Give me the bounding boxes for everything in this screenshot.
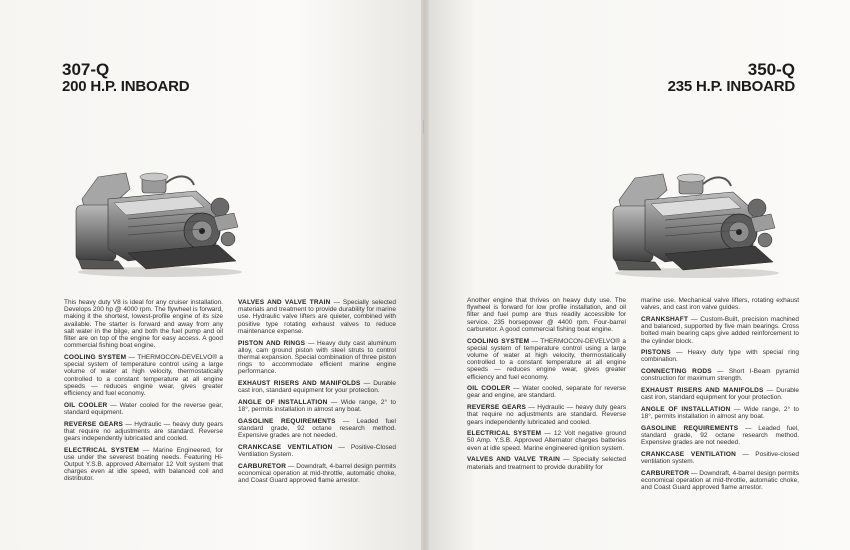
spec-heading: CARBURETOR [238, 462, 287, 470]
spec-paragraph: CARBURETOR — Downdraft, 4-barrel design permits economical operation at mid-throttle, automatic choke, and Coast Guard approved flame arrestor. [641, 469, 799, 492]
spec-paragraph: PISTONS — Heavy duty type with special ring combination. [641, 349, 799, 364]
spec-text: Specially selected materials and treatment to provide durability for [467, 456, 626, 471]
spec-text: 12 Volt negative ground 50 Amp. Y.S.B. Approved Alternator charges batteries even at idle speed. Marine engineered ignition system. [467, 430, 626, 452]
spec-heading: OIL COOLER [467, 385, 511, 393]
right-text-column-1 [467, 297, 626, 475]
page-gutter [421, 0, 429, 550]
spec-heading: PISTONS [641, 349, 671, 357]
engine-photo-307q [68, 169, 246, 279]
spec-text: Wide range, 2° to 18°, permits installation in almost any boat. [641, 405, 799, 421]
spec-paragraph: ELECTRICAL SYSTEM — Marine Engineered, for use under the severest boating needs. Featuring Hi-Output Y.S.B. approved Alternator 12 Volt system that charges even at idle speed, with balanced coil and distributor. [64, 446, 223, 483]
spec-heading: REVERSE GEARS [467, 404, 527, 412]
spec-text: Water cooled, separate for reverse gear and engine, are standard. [467, 385, 626, 400]
spec-heading: REVERSE GEARS [64, 420, 124, 428]
left-text-column-2 [238, 299, 396, 489]
spec-paragraph: GASOLINE REQUIREMENTS — Leaded fuel standard grade, 92 octane research method. Expensive grades are not needed. [238, 417, 396, 440]
spec-heading: CRANKCASE VENTILATION [641, 450, 736, 458]
spec-heading: CRANKCASE VENTILATION [238, 443, 333, 451]
spec-text: Heavy duty cast aluminum alloy, cam ground piston with steel struts to control thermal expansion. Special combination of three piston rings to accommodate efficient marine engine performance. [238, 339, 396, 376]
spec-text: Marine Engineered, for use under the severest boating needs. Featuring Hi-Output Y.S.B. approved Alternator 12 Volt system that charges even at idle speed, with balanced coil and distributor. [64, 446, 223, 483]
engine-photo-350q [605, 170, 783, 280]
spec-paragraph: GASOLINE REQUIREMENTS — Leaded fuel, standard grade, 92 octane research method. Expensive grades are not needed. [641, 424, 799, 447]
spec-text: Wide range, 2° to 18°, permits installation in almost any boat. [238, 398, 396, 414]
spec-paragraph: COOLING SYSTEM — THERMOCON-DEVELVO® a special system of temperature control using a large volume of water at high velocity, thermostatically controlled to a constant temperature at all engine speeds — reduces engine wear, gives greater efficiency and fuel economy. [467, 337, 627, 381]
spec-paragraph: CARBURETOR — Downdraft, 4-barrel design permits economical operation at mid-throttle, automatic choke, and Coast Guard approved flame arrestor. [238, 462, 396, 485]
spec-heading: ANGLE OF INSTALLATION [641, 405, 731, 413]
spec-heading: EXHAUST RISERS AND MANIFOLDS [641, 387, 764, 395]
spec-paragraph: OIL COOLER — Water cooled, separate for reverse gear and engine, are standard. [467, 385, 626, 400]
spec-paragraph: OIL COOLER — Water cooled for the reverse gear, standard equipment. [64, 401, 224, 416]
spec-text: Leaded fuel standard grade, 92 octane research method. Expensive grades are not needed. [238, 417, 396, 440]
spec-heading: ANGLE OF INSTALLATION [238, 398, 328, 406]
spec-heading: ELECTRICAL SYSTEM [467, 430, 542, 438]
left-text-column-1 [64, 299, 223, 487]
spec-heading: CRANKSHAFT [641, 315, 689, 323]
spec-paragraph: VALVES AND VALVE TRAIN — Specially selected materials and treatment to provide durability for [467, 456, 626, 471]
spec-text: Water cooled for the reverse gear, standard equipment. [64, 401, 224, 416]
right-intro-paragraph: Another engine that thrives on heavy duty use. The flywheel is forward for low profile installation, and oil filter and fuel pump are thus readily accessible for service. 235 horsepower @ 4400 rpm. Four-barrel carburetor. A good commercial fishing boat engine. [467, 297, 626, 333]
spec-paragraph: EXHAUST RISERS AND MANIFOLDS — Durable cast iron, standard equipment for your protection. [641, 387, 799, 402]
right-model-heading [668, 61, 795, 95]
spec-text: Positive-Closed Ventilation System. [238, 443, 396, 459]
right-text-column-2 [641, 297, 799, 496]
spec-text: Custom-Built, precision machined and balanced, supported by five main bearings. Cross bolted main bearing caps give added reinforcement to the cylinder block. [641, 315, 799, 345]
spec-heading: OIL COOLER [64, 401, 108, 409]
spec-text: Positive-closed ventilation system. [641, 450, 799, 466]
spec-text: Hydraulic — heavy duty gears that require no adjustments are standard. Reverse gears independently lubricated and cooled. [467, 404, 626, 426]
spec-paragraph: CRANKSHAFT — Custom-Built, precision machined and balanced, supported by five main bearings. Cross bolted main bearing caps give added reinforcement to the cylinder block. [641, 315, 799, 345]
spec-paragraph: EXHAUST RISERS AND MANIFOLDS — Durable cast iron, standard equipment for your protection. [238, 380, 396, 395]
spec-text: Durable cast iron, standard equipment for your protection. [641, 387, 799, 402]
spec-text: Specially selected materials and treatment to provide durability for marine use. Hydraulic valve lifters are quieter, combined with positive type rotating exhaust valves to reduce maintenance expense. [238, 299, 396, 335]
spec-text: Leaded fuel, standard grade, 92 octane research method. Expensive grades are not needed. [641, 424, 799, 447]
spec-paragraph: PISTON AND RINGS — Heavy duty cast aluminum alloy, cam ground piston with steel struts to control thermal expansion. Special combination of three piston rings to accommodate efficient marine engine performance. [238, 339, 396, 376]
spec-heading: GASOLINE REQUIREMENTS [641, 424, 739, 432]
spec-paragraph: CRANKCASE VENTILATION — Positive-closed ventilation system. [641, 450, 799, 466]
continued-paragraph: marine use. Mechanical valve lifters, rotating exhaust valves, and cast iron valve guides. [641, 297, 799, 312]
left-intro-paragraph: This heavy duty V8 is ideal for any cruiser installation. Develops 200 hp @ 4000 rpm. The flywheel is forward, making it the shortest, lowest-profile engine of its size available. The starter is forward and away from any salt water in the bilge, and both the fuel pump and oil filter are on top of the engine for easy access. A good commercial fishing boat engine. [64, 299, 223, 350]
right-model-rating: 235 H.P. INBOARD [667, 78, 795, 95]
spec-paragraph: CONNECTING RODS — Short I-Beam pyramid construction for maximum strength. [641, 368, 799, 383]
spec-paragraph: CRANKCASE VENTILATION — Positive-Closed Ventilation System. [238, 443, 396, 459]
spec-text: Downdraft, 4-barrel design permits economical operation at mid-throttle, automatic choke, and Coast Guard approved flame arrestor. [238, 462, 396, 485]
spec-heading: VALVES AND VALVE TRAIN [467, 456, 561, 464]
left-model-rating: 200 H.P. INBOARD [62, 78, 190, 95]
spec-paragraph: REVERSE GEARS — Hydraulic — heavy duty gears that require no adjustments are standard. Reverse gears independently lubricated and cooled. [64, 420, 223, 442]
spec-heading: ELECTRICAL SYSTEM [64, 446, 139, 454]
spec-text: THERMOCON-DEVELVO® a special system of temperature control using a large volume of water at high velocity, thermostatically controlled to a constant temperature at all engine speeds — reduces engine wear, gives greater efficiency and fuel economy. [64, 353, 224, 397]
left-model-heading [62, 61, 189, 95]
spec-text: Downdraft, 4-barrel design permits economical operation at mid-throttle, automatic choke, and Coast Guard approved flame arrestor. [641, 469, 799, 492]
spec-heading: CARBURETOR [641, 469, 690, 477]
spec-text: Heavy duty type with special ring combination. [641, 349, 799, 364]
right-model-number: 350-Q [747, 60, 795, 79]
spec-heading: VALVES AND VALVE TRAIN [238, 299, 331, 306]
fold-mark [423, 120, 424, 134]
spec-paragraph: REVERSE GEARS — Hydraulic — heavy duty gears that require no adjustments are standard. Reverse gears independently lubricated and cooled. [467, 404, 626, 426]
spec-paragraph: COOLING SYSTEM — THERMOCON-DEVELVO® a special system of temperature control using a large volume of water at high velocity, thermostatically controlled to a constant temperature at all engine speeds — reduces engine wear, gives greater efficiency and fuel economy. [64, 353, 224, 397]
spec-paragraph: VALVES AND VALVE TRAIN — Specially selected materials and treatment to provide durability for marine use. Hydraulic valve lifters are quieter, combined with positive type rotating exhaust valves to reduce maintenance expense. [238, 299, 396, 335]
spec-heading: COOLING SYSTEM [64, 353, 127, 361]
left-model-number: 307-Q [62, 60, 110, 79]
spec-heading: COOLING SYSTEM [467, 337, 530, 345]
spec-paragraph: ELECTRICAL SYSTEM — 12 Volt negative ground 50 Amp. Y.S.B. Approved Alternator charges batteries even at idle speed. Marine engineered ignition system. [467, 430, 626, 452]
spec-heading: CONNECTING RODS [641, 368, 712, 376]
spec-heading: PISTON AND RINGS [238, 339, 306, 347]
spec-text: Hydraulic — heavy duty gears that require no adjustments are standard. Reverse gears independently lubricated and cooled. [64, 420, 223, 442]
spec-paragraph: ANGLE OF INSTALLATION — Wide range, 2° to 18°, permits installation in almost any boat. [238, 398, 396, 414]
spec-paragraph: ANGLE OF INSTALLATION — Wide range, 2° to 18°, permits installation in almost any boat. [641, 405, 799, 421]
spec-text: Short I-Beam pyramid construction for maximum strength. [641, 368, 799, 383]
spec-text: Durable cast iron, standard equipment for your protection. [238, 380, 396, 395]
spec-text: THERMOCON-DEVELVO® a special system of temperature control using a large volume of water at high velocity, thermostatically controlled to a constant temperature at all engine speeds — reduces engine wear, gives greater efficiency and fuel economy. [467, 337, 627, 381]
spec-heading: EXHAUST RISERS AND MANIFOLDS [238, 380, 361, 388]
spec-heading: GASOLINE REQUIREMENTS [238, 417, 336, 425]
